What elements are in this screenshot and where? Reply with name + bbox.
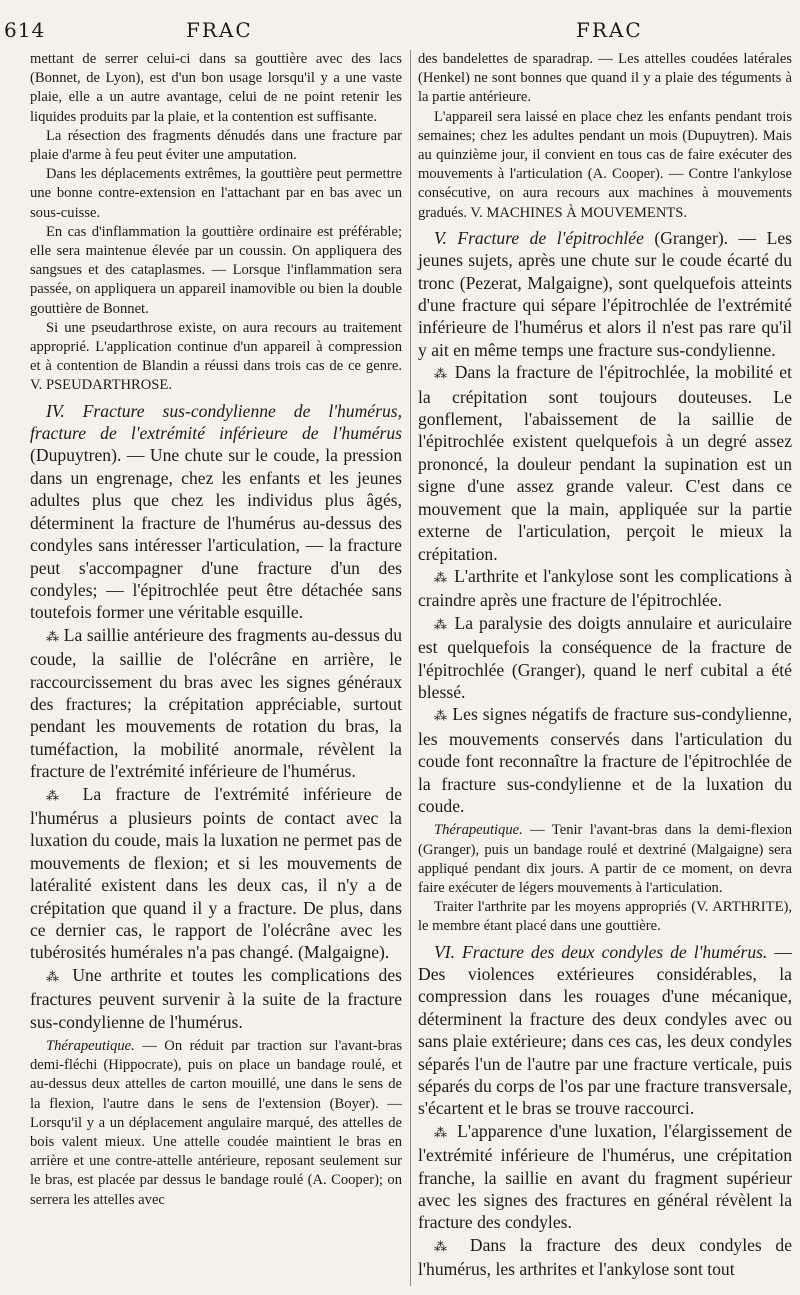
paragraph: mettant de serrer celui-ci dans sa gouttière avec des lacs (Bonnet, de Lyon), est d'un bon usage lorsqu'il y a une vaste plaie, elle a un autre avantage, celui de ne point retenir les liquides produits par la plaie, et la contention est suffisante. (30, 51, 402, 125)
section-v (418, 227, 792, 361)
section-body: (Granger). — Les jeunes sujets, après une chute sur le coude écarté du tronc (Pezerat, Malgaigne), sont quelquefois atteints d'une fracture qui sépare l'épitrochlée de l'extrémité inférieure de l'humérus et alors il n'est pas rare qu'il y ait en même temps une fracture sus-condylienne. (418, 227, 792, 360)
right-running-title: FRAC (576, 18, 643, 42)
asterism-paragraph: ⁂ Une arthrite et toutes les complications des fractures peuvent survenir à la suite de la fracture sus-condylienne de l'humérus. (30, 964, 402, 1032)
section-body: (Dupuytren). — Une chute sur le coude, la pression dans un engrenage, chez les enfants et les jeunes adultes plus que chez les individus plus âgés, déterminent la fracture de l'humérus au-dessus des condyles sans intéresser l'articulation, — la fracture peut s'accompagner d'une fracture d'un des condyles; — l'épitrochlée peut être détachée sans toutefois former une véritable esquille. (30, 445, 402, 623)
therapeutics-label: Thérapeutique. (434, 822, 523, 839)
asterism-paragraph: ⁂ La saillie antérieure des fragments au-dessus du coude, la saillie de l'olécrâne en arrière, le raccourcissement du bras avec les signes généraux des fractures; la crépitation appréciable, surtout pendant les mouvements de rotation du bras, la tuméfaction, la mobilité anormale, révèlent la fracture de l'extrémité inférieure de l'humérus. (30, 624, 402, 782)
asterism-paragraph: ⁂ Dans la fracture de l'épitrochlée, la mobilité et la crépitation sont toujours douteuses. Le gonflement, l'abaissement de la saillie de l'épitrochlée existent quelquefois à un degré assez prononcé, la douleur pendant la supination est un signe d'une assez grande valeur. C'est dans ce mouvement que la main, appliquée sur la partie externe de l'articulation, perçoit le mieux la crépitation. (418, 362, 792, 564)
right-column (418, 50, 792, 1281)
asterism-paragraph: ⁂ Dans la fracture des deux condyles de l'humérus, les arthrites et l'ankylose sont tout (418, 1234, 793, 1280)
asterism-mark: ⁂ (434, 616, 449, 632)
paragraph: En cas d'inflammation la gouttière ordinaire est préférable; elle sera maintenue élevée par un coussin. On appliquera des sangsues et des cataplasmes. — Lorsque l'inflammation sera passée, on appliquera un appareil inamovible ou bien la double gouttière de Bonnet. (30, 223, 402, 317)
asterism-mark: ⁂ (434, 1124, 450, 1140)
asterism-paragraph: ⁂ L'apparence d'une luxation, l'élargissement de l'extrémité inférieure de l'humérus, une crépitation franche, la saillie en avant du fragment supérieur avec les signes des fractures en général révèlent la fracture des condyles. (418, 1120, 793, 1233)
asterism-mark: ⁂ (46, 628, 60, 644)
paragraph: Dans les déplacements extrêmes, la gouttière peut permettre une bonne contre-extension en l'attachant par en bas avec un sous-cuisse. (30, 166, 402, 221)
section-body: — Des violences extérieures considérables, la compression dans les rouages d'une mécanique, déterminent la fracture des deux condyles avec ou sans plaie extérieure; dans ces cas, les deux condyles séparés l'un de l'autre par une fracture verticale, puis séparés du corps de l'os par une fracture transversale, s'écartent et le bras se trouve raccourci. (418, 941, 792, 1119)
asterism-mark: ⁂ (434, 569, 449, 585)
section-vi (418, 941, 792, 1120)
paragraph: Traiter l'arthrite par les moyens appropriés (V. ARTHRITE), le membre étant placé dans une gouttière. (418, 899, 792, 935)
asterism-paragraph: ⁂ La fracture de l'extrémité inférieure de l'humérus a plusieurs points de contact avec la luxation du coude, mais la luxation ne permet pas de mouvements de flexion; et si les mouvements de latéralité existent dans les deux cas, il n'y a de crépitation que quand il y a fracture. De plus, dans ce dernier cas, le rapport de l'olécrâne avec les tubérosités humérales n'a pas changé. (Malgaigne). (30, 783, 403, 963)
running-head (0, 18, 800, 48)
section-heading: V. Fracture de l'épitrochlée (434, 227, 644, 248)
therapeutics-paragraph: Thérapeutique. — Tenir l'avant-bras dans la demi-flexion (Granger), puis un bandage roulé et dextriné (Malgaigne) sera appliqué pendant dix jours. A partir de ce moment, on devra faire exécuter de légers mouvements à l'articulation. (418, 822, 792, 896)
paragraph: L'appareil sera laissé en place chez les enfants pendant trois semaines; chez les adultes pendant un mois (Dupuytren). Mais au quinzième jour, il convient en tous cas de faire exécuter des mouvements à l'articulation (A. Cooper). — Contre l'ankylose consécutive, on aura recours aux machines à mouvements gradués. V. MACHINES À MOUVEMENTS. (418, 108, 792, 221)
therapeutics-label: Thérapeutique. (46, 1038, 135, 1055)
asterism-mark: ⁂ (434, 366, 449, 382)
section-heading: VI. Fracture des deux condyles de l'humérus. (434, 941, 768, 962)
left-running-title: FRAC (186, 18, 253, 42)
column-divider (410, 50, 411, 1286)
asterism-mark: ⁂ (434, 708, 448, 724)
asterism-paragraph: ⁂ La paralysie des doigts annulaire et auriculaire est quelquefois la conséquence de la fracture de l'épitrochlée (Granger), quand le nerf cubital a été blessé. (418, 612, 792, 702)
asterism-mark: ⁂ (434, 1238, 457, 1254)
asterism-paragraph: ⁂ Les signes négatifs de fracture sus-condylienne, les mouvements conservés dans l'articulation du coude font reconnaître la fracture de l'épitrochlée de la fracture sus-condylienne et de la luxation du coude. (418, 704, 792, 816)
asterism-mark: ⁂ (46, 787, 69, 803)
paragraph: Si une pseudarthrose existe, on aura recours au traitement approprié. L'application continue d'un appareil à compression et à contention de Blandin a réussi dans trois cas de ce genre. V. PSEUDARTHROSE. (30, 319, 402, 394)
left-column (30, 50, 402, 1210)
section-iv (30, 400, 402, 624)
asterism-paragraph: ⁂ L'arthrite et l'ankylose sont les complications à craindre après une fracture de l'épitrochlée. (418, 565, 792, 611)
therapeutics-paragraph: Thérapeutique. — On réduit par traction sur l'avant-bras demi-fléchi (Hippocrate), puis on place un bandage roulé, et au-dessus deux attelles de carton mouillé, une dans le sens de la flexion, l'autre dans le sens de l'extension (Boyer). — Lorsqu'il y a un déplacement angulaire marqué, des attelles de bois valent mieux. Une attelle coudée maintient le bras en arrière et une contre-attelle antérieure, reposant seulement sur le bras, est placée par dessus le bandage roulé (A. Cooper); on serrera les attelles avec (30, 1038, 402, 1208)
asterism-mark: ⁂ (46, 968, 64, 984)
paragraph: La résection des fragments dénudés dans une fracture par plaie d'arme à feu peut éviter une amputation. (30, 127, 402, 164)
page-number: 614 (4, 18, 46, 42)
paragraph: des bandelettes de sparadrap. — Les attelles coudées latérales (Henkel) ne sont bonnes que quand il y a plaie des téguments à la partie antérieure. (418, 51, 792, 106)
section-heading: IV. Fracture sus-condylienne de l'humérus, fracture de l'extrémité inférieure de l'humérus (30, 400, 402, 444)
